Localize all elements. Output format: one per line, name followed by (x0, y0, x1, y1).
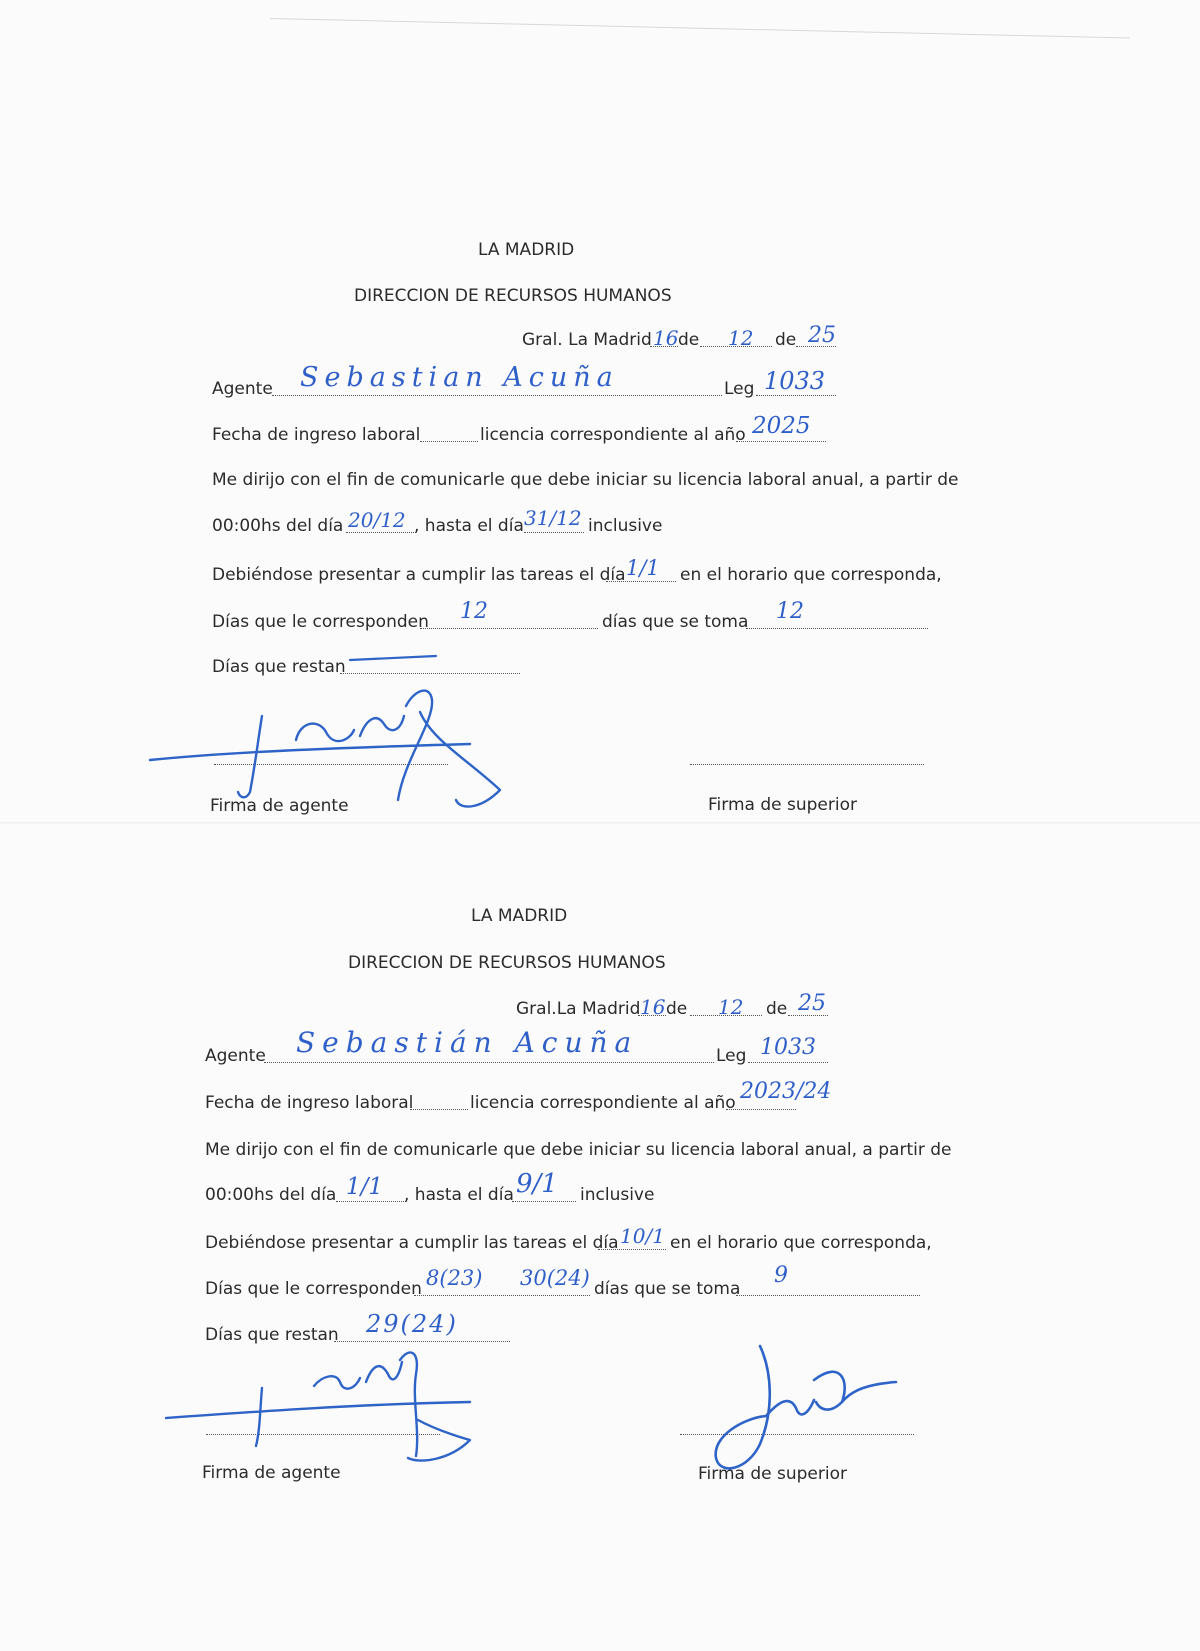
dots (736, 1295, 920, 1296)
dots (420, 628, 598, 629)
desde-date-handwritten: 1/1 (346, 1174, 384, 1200)
date-month-handwritten: 12 (718, 995, 744, 1019)
superior-signature (716, 1346, 896, 1468)
scan-edge-line (270, 18, 1130, 39)
de-label: de (775, 330, 797, 350)
date-year-handwritten: 25 (808, 323, 836, 348)
licencia-label: licencia correspondiente al año (470, 1093, 736, 1113)
de-label: de (666, 999, 688, 1019)
department-title: DIRECCION DE RECURSOS HUMANOS (348, 953, 666, 973)
agent-signature-line (206, 1434, 440, 1435)
dots (334, 1341, 510, 1342)
horario-label: en el horario que corresponda, (680, 565, 942, 585)
dots (512, 1201, 576, 1202)
restan-dash-stroke (350, 656, 436, 660)
leg-number-handwritten: 1033 (760, 1035, 816, 1060)
dias-toma-label: días que se toma (594, 1279, 741, 1299)
leg-number-handwritten: 1033 (764, 367, 826, 395)
agent-signature-1 (150, 691, 500, 807)
dias-restan-label: Días que restan (212, 657, 346, 677)
presentar-date-handwritten: 10/1 (620, 1224, 665, 1248)
hasta-label: , hasta el día (404, 1185, 514, 1205)
dots (336, 1201, 406, 1202)
dots (748, 1062, 828, 1063)
firma-superior-label: Firma de superior (708, 795, 857, 815)
agente-label: Agente (212, 379, 273, 399)
firma-agente-label: Firma de agente (210, 796, 349, 816)
inclusive-label: inclusive (580, 1185, 655, 1205)
place-label: Gral. La Madrid (522, 330, 652, 350)
hasta-date-handwritten: 31/12 (524, 506, 582, 530)
date-day-handwritten: 16 (640, 995, 666, 1019)
dots (756, 395, 836, 396)
superior-signature-line (680, 1434, 914, 1435)
agente-name-handwritten: Sebastián Acuña (296, 1026, 639, 1059)
department-title: DIRECCION DE RECURSOS HUMANOS (354, 286, 672, 306)
presentar-label: Debiéndose presentar a cumplir las tareas el día (212, 565, 626, 585)
org-title: LA MADRID (471, 906, 568, 926)
body-text: Me dirijo con el fin de comunicarle que debe iniciar su licencia laboral anual, a partir de (212, 470, 959, 490)
horario-label: en el horario que corresponda, (670, 1233, 932, 1253)
dias-corresponden-label: Días que le corresponden (212, 612, 429, 632)
desde-label: 00:00hs del día (212, 516, 344, 536)
de-label: de (678, 330, 700, 350)
org-title: LA MADRID (478, 240, 575, 260)
dias-toma-handwritten: 9 (774, 1263, 788, 1288)
de-label: de (766, 999, 788, 1019)
superior-signature-line (690, 764, 924, 765)
licencia-label: licencia correspondiente al año (480, 425, 746, 445)
dias-restan-handwritten: 29(24) (366, 1310, 458, 1338)
dias-corresponden-handwritten-b: 30(24) (520, 1266, 590, 1290)
dots (746, 628, 928, 629)
dias-toma-handwritten: 12 (776, 599, 804, 624)
fecha-ingreso-dots (410, 1109, 468, 1110)
dias-corresponden-label: Días que le corresponden (205, 1279, 422, 1299)
agente-dots (264, 1062, 714, 1063)
fecha-ingreso-label: Fecha de ingreso laboral (212, 425, 421, 445)
agent-signature-2 (166, 1352, 470, 1460)
place-label: Gral.La Madrid (516, 999, 641, 1019)
dots (346, 532, 416, 533)
firma-agente-label: Firma de agente (202, 1463, 341, 1483)
dots (598, 1249, 666, 1250)
date-year-handwritten: 25 (798, 991, 826, 1016)
agente-name-handwritten: Sebastian Acuña (300, 362, 619, 393)
dots (414, 1295, 590, 1296)
hasta-label: , hasta el día (414, 516, 524, 536)
presentar-label: Debiéndose presentar a cumplir las tareas el día (205, 1233, 619, 1253)
dias-corresponden-handwritten-a: 8(23) (426, 1266, 483, 1290)
dias-toma-label: días que se toma (602, 612, 749, 632)
date-month-handwritten: 12 (728, 326, 754, 350)
date-day-handwritten: 16 (653, 326, 679, 350)
leg-label: Leg (724, 379, 755, 399)
fecha-ingreso-dots (420, 441, 478, 442)
fecha-ingreso-label: Fecha de ingreso laboral (205, 1093, 414, 1113)
presentar-date-handwritten: 1/1 (626, 556, 660, 580)
licencia-year-handwritten: 2023/24 (740, 1079, 832, 1104)
licencia-year-handwritten: 2025 (752, 413, 811, 439)
leg-label: Leg (716, 1046, 747, 1066)
firma-superior-label: Firma de superior (698, 1464, 847, 1484)
agente-dots (272, 395, 722, 396)
paper-fold (0, 822, 1200, 824)
dots (524, 532, 584, 533)
dias-restan-label: Días que restan (205, 1325, 339, 1345)
dots (340, 673, 520, 674)
dias-corresponden-handwritten: 12 (460, 599, 488, 624)
desde-label: 00:00hs del día (205, 1185, 337, 1205)
dots (726, 1109, 796, 1110)
dots (736, 441, 826, 442)
agente-label: Agente (205, 1046, 266, 1066)
body-text: Me dirijo con el fin de comunicarle que debe iniciar su licencia laboral anual, a partir de (205, 1140, 952, 1160)
desde-date-handwritten: 20/12 (348, 508, 406, 532)
agent-signature-line (214, 764, 448, 765)
hasta-date-handwritten: 9/1 (516, 1169, 558, 1199)
dots (606, 581, 676, 582)
inclusive-label: inclusive (588, 516, 663, 536)
